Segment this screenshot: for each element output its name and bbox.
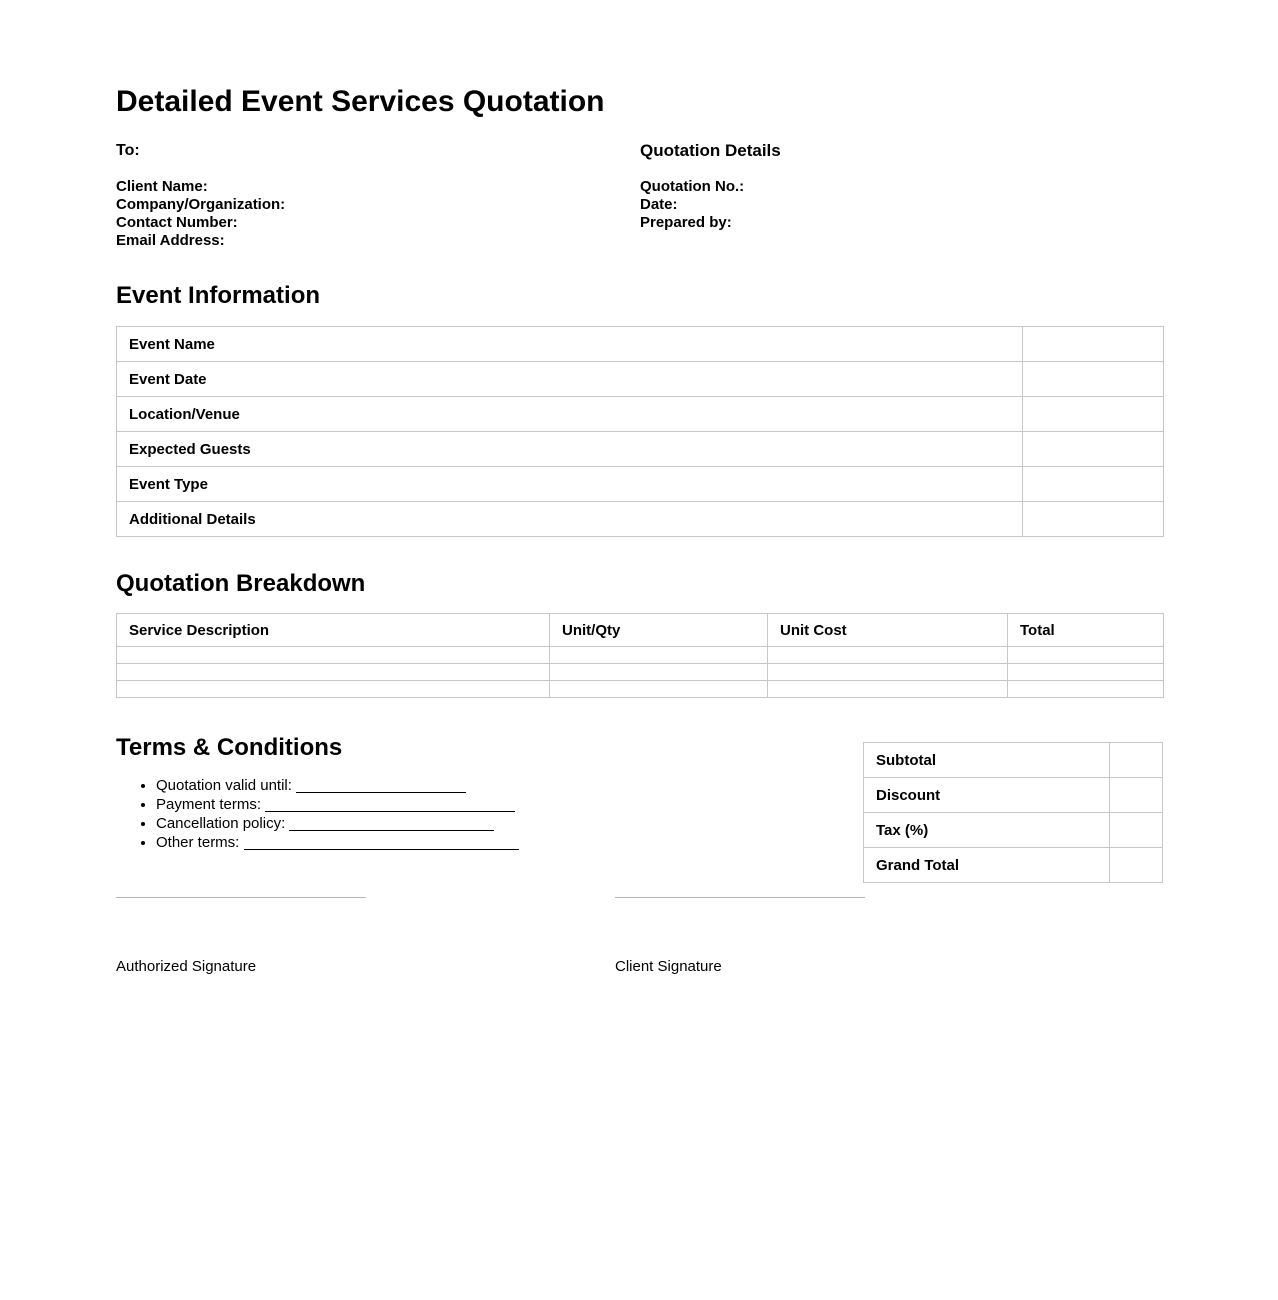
- list-item: [156, 814, 519, 833]
- empty-cell: [550, 681, 768, 698]
- empty-cell: [768, 664, 1008, 681]
- empty-cell: [1008, 681, 1164, 698]
- grand-total-label: Grand Total: [864, 848, 1110, 883]
- empty-cell: [117, 681, 550, 698]
- additional-details-value-cell: [1023, 502, 1164, 537]
- table-header-row: [117, 614, 1164, 647]
- email-label: Email Address:: [116, 232, 225, 249]
- event-name-value-cell: [1023, 327, 1164, 362]
- terms-list: [116, 776, 519, 852]
- term-cancellation-label: Cancellation policy:: [156, 815, 286, 832]
- table-row: [864, 743, 1163, 778]
- empty-cell: [550, 647, 768, 664]
- expected-guests-label: Expected Guests: [117, 432, 1023, 467]
- empty-cell: [1008, 647, 1164, 664]
- table-row: [117, 362, 1164, 397]
- subtotal-label: Subtotal: [864, 743, 1110, 778]
- authorized-signature-label: Authorized Signature: [116, 958, 257, 975]
- table-row: [864, 813, 1163, 848]
- empty-cell: [768, 681, 1008, 698]
- col-total: Total: [1008, 614, 1164, 647]
- fill-in-line: [244, 836, 519, 850]
- subtotal-value-cell: [1110, 743, 1163, 778]
- list-item: [156, 776, 519, 795]
- col-unit-qty: Unit/Qty: [550, 614, 768, 647]
- event-name-label: Event Name: [117, 327, 1023, 362]
- table-row: [864, 778, 1163, 813]
- recipient-block: [116, 141, 640, 250]
- discount-label: Discount: [864, 778, 1110, 813]
- term-valid-until-label: Quotation valid until:: [156, 777, 292, 794]
- prepared-by-label: Prepared by:: [640, 214, 732, 231]
- terms-block: [116, 734, 519, 883]
- additional-details-label: Additional Details: [117, 502, 1023, 537]
- event-information-table: [116, 326, 1164, 537]
- event-date-label: Event Date: [117, 362, 1023, 397]
- event-date-value-cell: [1023, 362, 1164, 397]
- table-row: [117, 664, 1164, 681]
- quotation-breakdown-heading: Quotation Breakdown: [116, 570, 366, 597]
- terms-and-totals-section: [116, 734, 1163, 883]
- term-other-label: Other terms:: [156, 834, 240, 851]
- empty-cell: [117, 647, 550, 664]
- table-row: [117, 397, 1164, 432]
- tax-label: Tax (%): [864, 813, 1110, 848]
- date-label: Date:: [640, 196, 678, 213]
- event-type-value-cell: [1023, 467, 1164, 502]
- event-type-label: Event Type: [117, 467, 1023, 502]
- quotation-breakdown-table: [116, 613, 1164, 698]
- term-payment-label: Payment terms:: [156, 796, 262, 813]
- totals-block: [863, 742, 1163, 883]
- col-unit-cost: Unit Cost: [768, 614, 1008, 647]
- signature-line: [116, 897, 366, 898]
- quotation-details-heading: Quotation Details: [640, 141, 781, 160]
- col-service-description: Service Description: [117, 614, 550, 647]
- empty-cell: [768, 647, 1008, 664]
- fill-in-line: [289, 817, 494, 831]
- client-signature-label: Client Signature: [615, 958, 722, 975]
- authorized-signature-block: [116, 897, 366, 976]
- fill-in-line: [265, 798, 515, 812]
- quotation-no-label: Quotation No.:: [640, 178, 745, 195]
- location-venue-value-cell: [1023, 397, 1164, 432]
- table-row: [117, 432, 1164, 467]
- discount-value-cell: [1110, 778, 1163, 813]
- empty-cell: [117, 664, 550, 681]
- totals-table: [863, 742, 1163, 883]
- client-signature-block: [615, 897, 865, 976]
- table-row: [864, 848, 1163, 883]
- table-row: [117, 502, 1164, 537]
- signature-line: [615, 897, 865, 898]
- client-name-label: Client Name:: [116, 178, 208, 195]
- expected-guests-value-cell: [1023, 432, 1164, 467]
- list-item: [156, 833, 519, 852]
- page-title: Detailed Event Services Quotation: [116, 85, 605, 118]
- company-label: Company/Organization:: [116, 196, 286, 213]
- signature-section: [116, 897, 1163, 976]
- terms-heading: Terms & Conditions: [116, 734, 343, 761]
- contact-number-label: Contact Number:: [116, 214, 238, 231]
- empty-cell: [1008, 664, 1164, 681]
- table-row: [117, 327, 1164, 362]
- grand-total-value-cell: [1110, 848, 1163, 883]
- quotation-document: [116, 0, 1163, 976]
- to-heading: To:: [116, 142, 140, 159]
- table-row: [117, 467, 1164, 502]
- quotation-details-block: [640, 141, 1163, 250]
- header-section: [116, 141, 1163, 250]
- table-row: [117, 647, 1164, 664]
- table-row: [117, 681, 1164, 698]
- location-venue-label: Location/Venue: [117, 397, 1023, 432]
- tax-value-cell: [1110, 813, 1163, 848]
- fill-in-line: [296, 779, 466, 793]
- empty-cell: [550, 664, 768, 681]
- list-item: [156, 795, 519, 814]
- event-information-heading: Event Information: [116, 282, 321, 309]
